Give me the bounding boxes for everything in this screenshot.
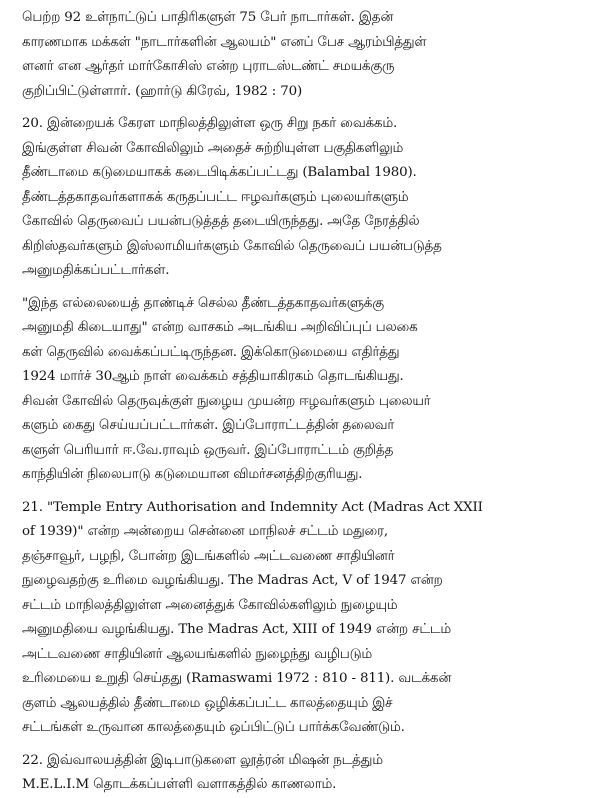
text-line: ளனர் என ஆர்தர் மார்கோசிஸ் என்ற புராடஸ்டண்ட் சமயக்குரு — [22, 59, 395, 74]
text-line: களுள் பெரியார் ஈ.வே.ராவும் ஒருவர். இப்போராட்டம் குறித்த — [22, 442, 394, 458]
text-line: 1924 மார்ச் 30ஆம் நாள் வைக்கம் சத்தியாகிரகம் தொடங்கியது. — [22, 369, 404, 384]
text-line: அனுமதி கிடையாது" என்ற வாசகம் அடங்கிய அறிவிப்புப் பலகை — [22, 320, 418, 335]
text-line: 21. "Temple Entry Authorisation and Indemnity Act (Madras Act XXII — [22, 499, 483, 515]
footnote-20 — [22, 112, 578, 284]
text-line: நுழைவதற்கு உரிமை வழங்கியது. The Madras Act, V of 1947 என்ற — [22, 573, 443, 588]
text-line: குளம் ஆலயத்தில் தீண்டாமை ஒழிக்கப்பட்ட காலத்தையும் இச் — [22, 695, 393, 711]
text-line: அனுமதிக்கப்பட்டார்கள். — [22, 263, 170, 278]
text-line: 22. இவ்வாலயத்தின் இடிபாடுகளை லூத்ரன் மிஷன் நடத்தும் — [22, 752, 383, 768]
paragraph-vaikom — [22, 292, 578, 488]
text-line: அனுமதியை வழங்கியது. The Madras Act, XIII of 1949 என்ற சட்டம் — [22, 622, 451, 637]
text-line: தீண்டத்தகாதவர்களாகக் கருதப்பட்ட ஈழவர்களும் புலையர்களும் — [22, 189, 409, 205]
paragraph-gap — [22, 104, 578, 112]
text-line: பெற்ற 92 உள்நாட்டுப் பாதிரிகளுள் 75 பேர் நாடார்கள். இதன் — [22, 10, 394, 25]
text-line: கோவில் தெருவைப் பயன்படுத்தத் தடையிருந்தது. அதே நேரத்தில் — [22, 214, 420, 229]
paragraph-gap — [22, 284, 578, 292]
text-line: சட்டங்கள் உருவான காலத்தையும் ஒப்பிட்டுப் பார்க்கவேண்டும். — [22, 720, 405, 735]
text-line: காரணமாக மக்கள் "நாடார்களின் ஆலயம்" எனப் பேச ஆரம்பித்துள் — [22, 34, 427, 50]
text-line: காந்தியின் நிலைபாடு கடுமையான விமர்சனத்திற்குரியது. — [22, 467, 363, 482]
paragraph-continuation — [22, 6, 578, 104]
text-line: 20. இன்றையக் கேரள மாநிலத்திலுள்ள ஒரு சிறு நகர் வைக்கம். — [22, 116, 398, 131]
text-line: தீண்டாமை கடுமையாகக் கடைபிடிக்கப்பட்டது (Balambal 1980). — [22, 165, 417, 180]
text-line: சட்டம் மாநிலத்திலுள்ள அனைத்துக் கோவில்களிலும் நுழையும் — [22, 597, 398, 613]
text-line: தஞ்சாவூர், பழநி, போன்ற இடங்களில் அட்டவணை சாதியினர் — [22, 548, 395, 564]
footnote-21 — [22, 496, 578, 741]
text-line: "இந்த எல்லையைத் தாண்டிச் செல்ல தீண்டத்தகாதவர்களுக்கு — [22, 295, 384, 311]
text-line: அட்டவணை சாதியினர் ஆலயங்களில் நுழைந்து வழிபடும் — [22, 646, 373, 662]
text-line: இங்குள்ள சிவன் கோவிலிலும் அதைச் சுற்றியுள்ள பகுதிகளிலும் — [22, 140, 404, 156]
text-line: M.E.L.I.M தொடக்கப்பள்ளி வளாகத்தில் காணலாம். — [22, 777, 337, 792]
text-line: களும் கைது செய்யப்பட்டார்கள். இப்போராட்டத்தின் தலைவர் — [22, 418, 395, 433]
text-line: கள் தெருவில் வைக்கப்பட்டிருந்தன. இக்கொடுமையை எதிர்த்து — [22, 344, 400, 360]
footnote-22 — [22, 749, 578, 798]
paragraph-gap — [22, 741, 578, 749]
paragraph-gap — [22, 488, 578, 496]
text-line: of 1939)" என்ற அன்றைய சென்னை மாநிலச் சட்டம் மதுரை, — [22, 524, 389, 539]
text-line: சிவன் கோவில் தெருவுக்குள் நுழைய முயன்ற ஈழவர்களும் புலையர் — [22, 393, 431, 409]
text-line: கிறிஸ்தவர்களும் இஸ்லாமியர்களும் கோவில் தெருவைப் பயன்படுத்த — [22, 238, 442, 254]
text-line: உரிமையை உறுதி செய்தது (Ramaswami 1972 : 810 - 811). வடக்கன் — [22, 671, 452, 686]
text-line: குறிப்பிட்டுள்ளார். (ஹார்டு கிரேவ், 1982 : 70) — [22, 83, 303, 99]
